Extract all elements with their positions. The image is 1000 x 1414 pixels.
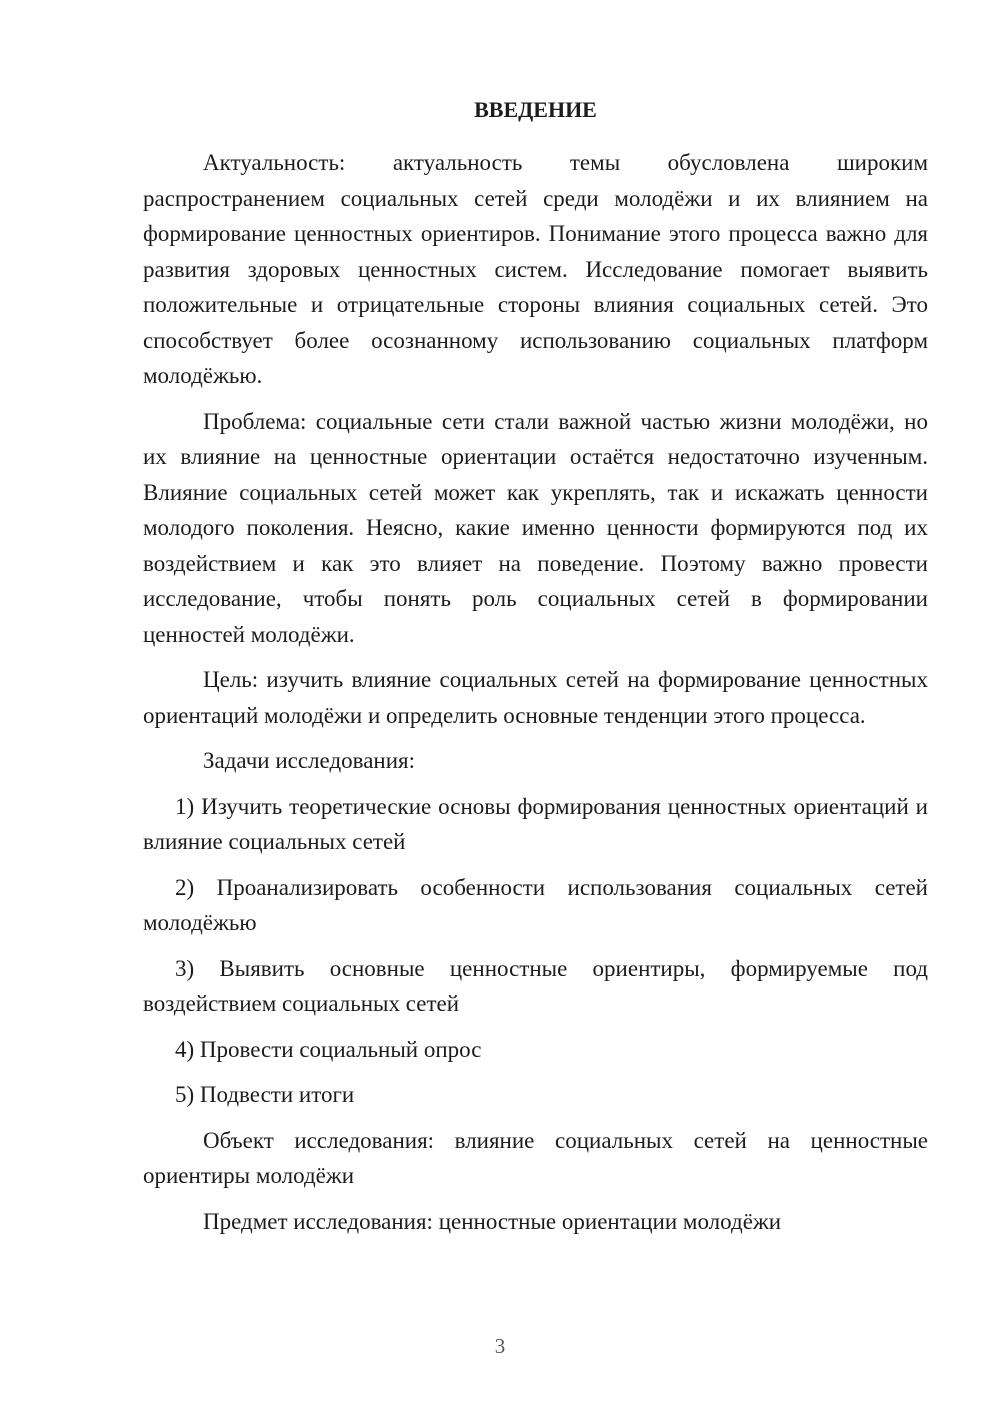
problem-paragraph: Проблема: социальные сети стали важной частью жизни молодёжи, но их влияние на ценностные ориентации остаётся недостаточно изученным. Влияние социальных сетей может как укреплять, так и искажать ценности молодого поколения. Неясно, какие именно ценности формируются под их воздействием и как это влияет на поведение. Поэтому важно провести исследование, чтобы понять роль социальных сетей в формировании ценностей молодёжи. <box>143 408 928 647</box>
document-body <box>143 96 928 1249</box>
task-item-1: 1) Изучить теоретические основы формирования ценностных ориентаций и влияние социальных сетей <box>143 793 928 854</box>
tasks-heading: Задачи исследования: <box>203 748 416 773</box>
goal-paragraph: Цель: изучить влияние социальных сетей на формирование ценностных ориентаций молодёжи и определить основные тенденции этого процесса. <box>143 667 928 728</box>
page-number: 3 <box>494 1334 506 1358</box>
task-item-4: 4) Провести социальный опрос <box>175 1036 482 1062</box>
subject-paragraph: Предмет исследования: ценностные ориентации молодёжи <box>203 1208 782 1234</box>
object-paragraph: Объект исследования: влияние социальных сетей на ценностные ориентиры молодёжи <box>143 1127 928 1188</box>
task-item-5: 5) Подвести итоги <box>175 1082 355 1107</box>
task-item-3: 3) Выявить основные ценностные ориентиры, формируемые под воздействием социальных сетей <box>143 955 928 1016</box>
relevance-paragraph: Актуальность: актуальность темы обусловлена широким распространением социальных сетей среди молодёжи и их влиянием на формирование ценностных ориентиров. Понимание этого процесса важно для развития здоровых ценностных систем. Исследование помогает выявить положительные и отрицательные стороны влияния социальных сетей. Это способствует более осознанному использованию социальных платформ молодёжью. <box>143 150 928 388</box>
task-item-2: 2) Проанализировать особенности использования социальных сетей молодёжью <box>143 874 928 935</box>
section-title: ВВЕДЕНИЕ <box>474 97 597 122</box>
